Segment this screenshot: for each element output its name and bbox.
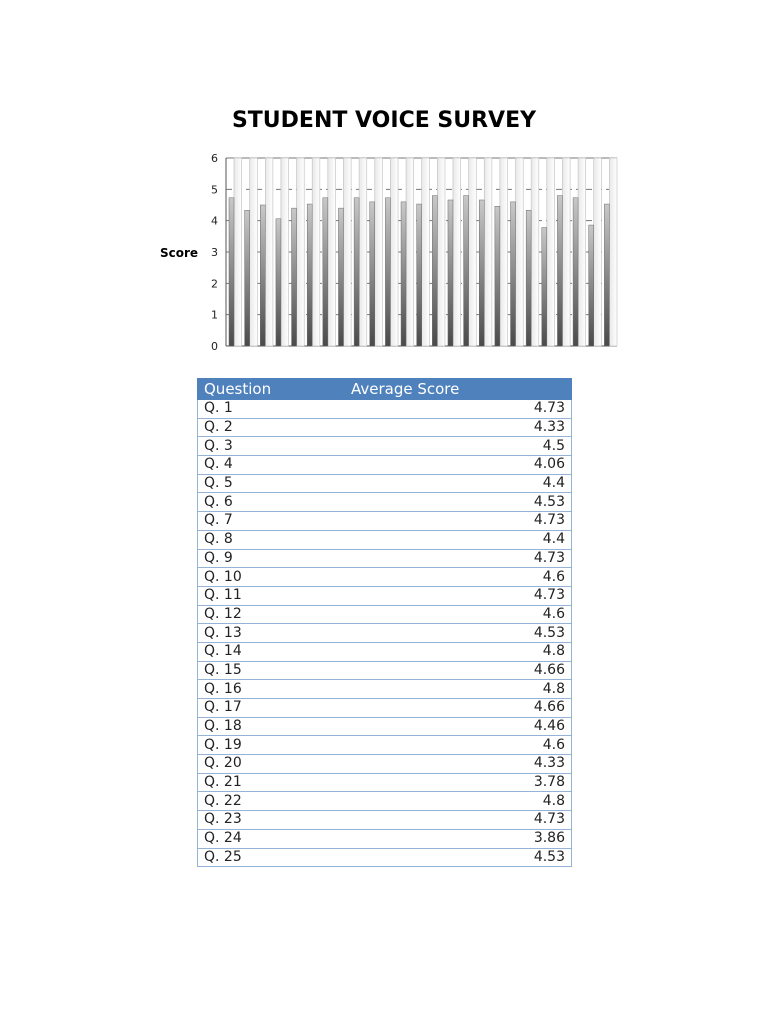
bar-22 bbox=[557, 196, 562, 346]
bar-9 bbox=[354, 198, 359, 346]
average-score-cell: 4.5 bbox=[351, 437, 572, 456]
table-row bbox=[198, 642, 572, 661]
table-body bbox=[198, 400, 572, 867]
column-header-question: Question bbox=[198, 379, 351, 400]
average-score-cell: 4.46 bbox=[351, 717, 572, 736]
bar-16 bbox=[464, 196, 469, 346]
question-cell: Q. 25 bbox=[198, 848, 351, 867]
table-row bbox=[198, 848, 572, 867]
y-tick-label: 2 bbox=[211, 277, 218, 291]
average-score-cell: 4.73 bbox=[351, 400, 572, 419]
question-cell: Q. 24 bbox=[198, 829, 351, 848]
question-cell: Q. 16 bbox=[198, 680, 351, 699]
bar-23 bbox=[573, 198, 578, 346]
average-score-cell: 4.53 bbox=[351, 493, 572, 512]
bar-backdrop bbox=[531, 158, 539, 346]
bar-backdrop bbox=[375, 158, 383, 346]
bar-25 bbox=[604, 204, 609, 346]
bar-backdrop bbox=[328, 158, 336, 346]
bar-12 bbox=[401, 202, 406, 346]
y-tick-label: 5 bbox=[211, 183, 218, 197]
bar-backdrop bbox=[359, 158, 367, 346]
question-cell: Q. 21 bbox=[198, 773, 351, 792]
table-row bbox=[198, 400, 572, 419]
question-cell: Q. 2 bbox=[198, 418, 351, 437]
y-tick-label: 3 bbox=[211, 246, 218, 259]
y-tick-label: 6 bbox=[211, 152, 218, 165]
table-row bbox=[198, 792, 572, 811]
bar-8 bbox=[338, 208, 343, 346]
table-row bbox=[198, 624, 572, 643]
bar-backdrop bbox=[453, 158, 461, 346]
bar-backdrop bbox=[609, 158, 617, 346]
table-row bbox=[198, 586, 572, 605]
bar-backdrop bbox=[343, 158, 351, 346]
question-cell: Q. 20 bbox=[198, 755, 351, 774]
bar-18 bbox=[495, 206, 500, 346]
average-score-cell: 4.06 bbox=[351, 456, 572, 475]
average-score-cell: 4.73 bbox=[351, 811, 572, 830]
bar-backdrop bbox=[437, 158, 445, 346]
bar-21 bbox=[542, 228, 547, 346]
score-table bbox=[197, 378, 572, 867]
bar-15 bbox=[448, 200, 453, 346]
question-cell: Q. 17 bbox=[198, 699, 351, 718]
bar-19 bbox=[511, 202, 516, 346]
bar-1 bbox=[229, 198, 234, 346]
table-row bbox=[198, 680, 572, 699]
question-cell: Q. 19 bbox=[198, 736, 351, 755]
average-score-cell: 4.33 bbox=[351, 755, 572, 774]
table-row bbox=[198, 437, 572, 456]
bar-backdrop bbox=[250, 158, 258, 346]
question-cell: Q. 4 bbox=[198, 456, 351, 475]
average-score-cell: 4.6 bbox=[351, 568, 572, 587]
question-cell: Q. 6 bbox=[198, 493, 351, 512]
bar-backdrop bbox=[312, 158, 320, 346]
average-score-cell: 4.66 bbox=[351, 699, 572, 718]
bar-4 bbox=[276, 219, 281, 346]
table-row bbox=[198, 474, 572, 493]
bar-6 bbox=[307, 204, 312, 346]
question-cell: Q. 5 bbox=[198, 474, 351, 493]
y-tick-label: 0 bbox=[211, 340, 218, 353]
page-title bbox=[0, 108, 768, 133]
bar-backdrop bbox=[234, 158, 242, 346]
average-score-cell: 4.53 bbox=[351, 848, 572, 867]
table-row bbox=[198, 512, 572, 531]
table-row bbox=[198, 829, 572, 848]
table-row bbox=[198, 605, 572, 624]
question-cell: Q. 22 bbox=[198, 792, 351, 811]
table-row bbox=[198, 530, 572, 549]
bar-13 bbox=[417, 204, 422, 346]
y-tick-label: 4 bbox=[211, 214, 218, 228]
average-score-cell: 4.73 bbox=[351, 512, 572, 531]
table-row bbox=[198, 549, 572, 568]
bar-14 bbox=[432, 196, 437, 346]
table-row bbox=[198, 773, 572, 792]
bar-17 bbox=[479, 200, 484, 346]
table-row bbox=[198, 811, 572, 830]
column-header-average-score: Average Score bbox=[351, 379, 572, 400]
average-score-cell: 4.33 bbox=[351, 418, 572, 437]
table-row bbox=[198, 755, 572, 774]
bar-11 bbox=[385, 198, 390, 346]
bar-backdrop bbox=[594, 158, 602, 346]
bar-2 bbox=[245, 210, 250, 346]
bar-backdrop bbox=[578, 158, 586, 346]
bar-10 bbox=[370, 202, 375, 346]
bar-7 bbox=[323, 198, 328, 346]
score-bar-chart bbox=[150, 150, 630, 360]
question-cell: Q. 13 bbox=[198, 624, 351, 643]
bar-backdrop bbox=[422, 158, 430, 346]
bar-backdrop bbox=[265, 158, 273, 346]
page-title-text: STUDENT VOICE SURVEY bbox=[231, 108, 537, 133]
question-cell: Q. 10 bbox=[198, 568, 351, 587]
bar-backdrop bbox=[516, 158, 524, 346]
bar-20 bbox=[526, 210, 531, 346]
bar-3 bbox=[260, 205, 265, 346]
question-cell: Q. 3 bbox=[198, 437, 351, 456]
table-row bbox=[198, 418, 572, 437]
bar-backdrop bbox=[547, 158, 555, 346]
bar-backdrop bbox=[562, 158, 570, 346]
question-cell: Q. 8 bbox=[198, 530, 351, 549]
average-score-cell: 4.6 bbox=[351, 736, 572, 755]
question-cell: Q. 14 bbox=[198, 642, 351, 661]
bar-backdrop bbox=[469, 158, 477, 346]
question-cell: Q. 18 bbox=[198, 717, 351, 736]
chart-svg bbox=[150, 150, 630, 360]
bar-backdrop bbox=[390, 158, 398, 346]
question-cell: Q. 12 bbox=[198, 605, 351, 624]
average-score-cell: 4.4 bbox=[351, 474, 572, 493]
average-score-cell: 3.78 bbox=[351, 773, 572, 792]
score-table-wrapper bbox=[197, 378, 572, 867]
table-row bbox=[198, 493, 572, 512]
table-row bbox=[198, 717, 572, 736]
y-axis-label: Score bbox=[160, 246, 199, 260]
average-score-cell: 3.86 bbox=[351, 829, 572, 848]
bar-24 bbox=[589, 225, 594, 346]
bar-backdrop bbox=[406, 158, 414, 346]
bar-backdrop bbox=[297, 158, 305, 346]
table-row bbox=[198, 568, 572, 587]
average-score-cell: 4.66 bbox=[351, 661, 572, 680]
question-cell: Q. 7 bbox=[198, 512, 351, 531]
bar-5 bbox=[292, 208, 297, 346]
question-cell: Q. 1 bbox=[198, 400, 351, 419]
average-score-cell: 4.4 bbox=[351, 530, 572, 549]
bar-backdrop bbox=[500, 158, 508, 346]
average-score-cell: 4.53 bbox=[351, 624, 572, 643]
y-tick-label: 1 bbox=[211, 308, 218, 322]
table-row bbox=[198, 699, 572, 718]
average-score-cell: 4.8 bbox=[351, 680, 572, 699]
average-score-cell: 4.8 bbox=[351, 642, 572, 661]
question-cell: Q. 11 bbox=[198, 586, 351, 605]
table-row bbox=[198, 456, 572, 475]
table-row bbox=[198, 661, 572, 680]
table-row bbox=[198, 736, 572, 755]
bar-backdrop bbox=[484, 158, 492, 346]
average-score-cell: 4.73 bbox=[351, 586, 572, 605]
question-cell: Q. 15 bbox=[198, 661, 351, 680]
average-score-cell: 4.8 bbox=[351, 792, 572, 811]
question-cell: Q. 23 bbox=[198, 811, 351, 830]
average-score-cell: 4.73 bbox=[351, 549, 572, 568]
bar-backdrop bbox=[281, 158, 289, 346]
question-cell: Q. 9 bbox=[198, 549, 351, 568]
average-score-cell: 4.6 bbox=[351, 605, 572, 624]
table-header-row bbox=[198, 379, 572, 400]
